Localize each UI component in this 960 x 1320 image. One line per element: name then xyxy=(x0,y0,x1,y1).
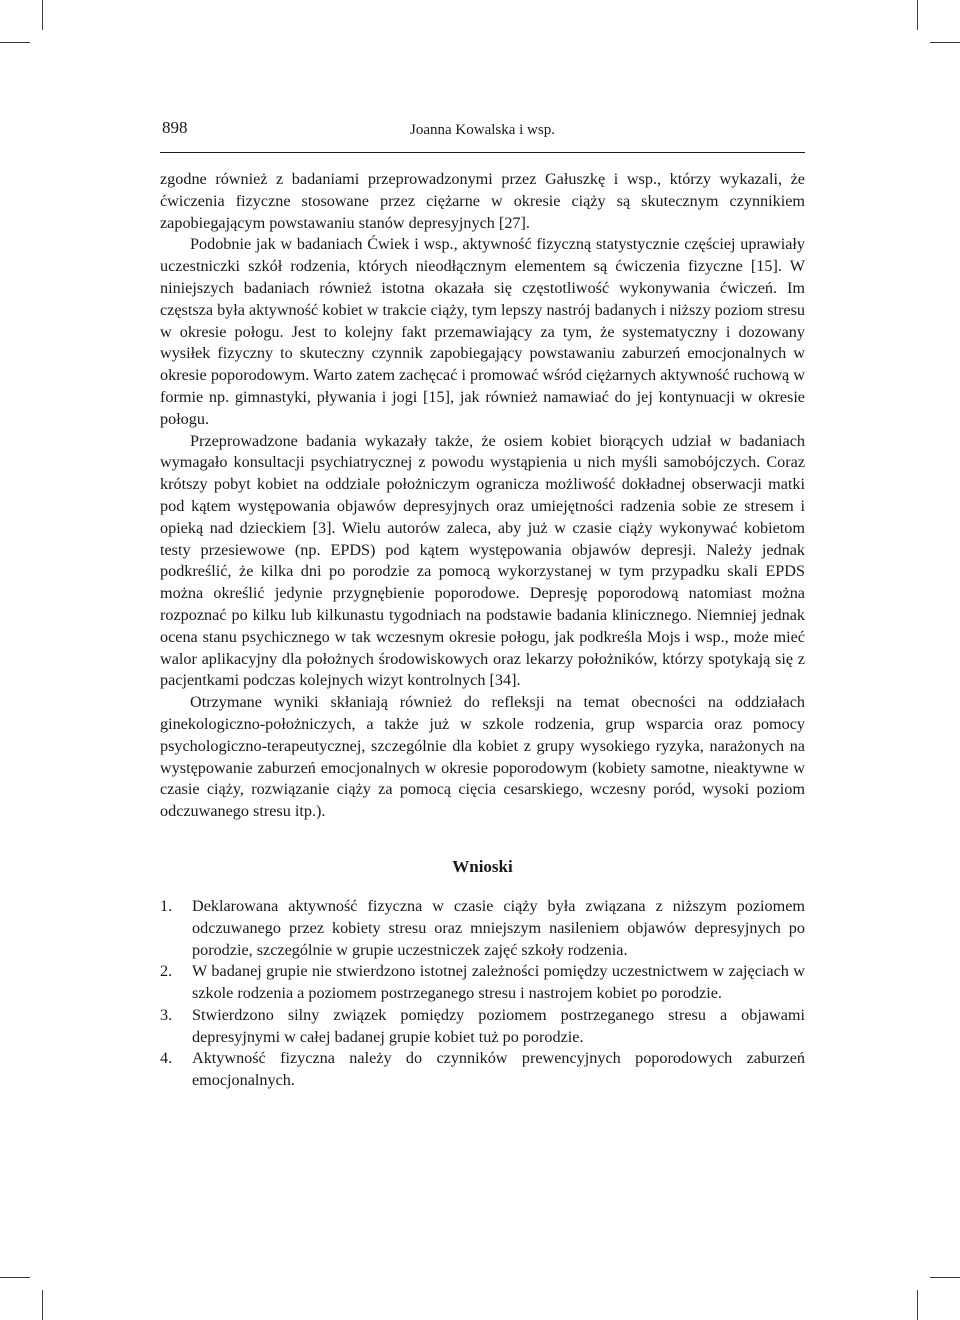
paragraph: Podobnie jak w badaniach Ćwiek i wsp., aktywność fizyczną statystycznie częściej uprawiały uczestniczki szkół rodzenia, których nieodłącznym elementem są ćwiczenia fizyczne [15]. W niniejszych badaniach również istotna okazała się częstotliwość wykonywania ćwiczeń. Im częstsza była aktywność kobiet w trakcie ciąży, tym lepszy nastrój badanych i niższy poziom stresu w okresie połogu. Jest to kolejny fakt przemawiający za tym, że systematyczny i dozowany wysiłek fizyczny to skuteczny czynnik zapobiegający powstawaniu zaburzeń emocjonalnych w okresie poporodowym. Warto zatem zachęcać i promować wśród ciężarnych aktywność ruchową w formie np. gimnastyki, pływania i jogi [15], jak również namawiać do jej kontynuacji w okresie połogu. xyxy=(160,235,805,428)
conclusion-number: 4. xyxy=(160,1049,173,1068)
page-number: 898 xyxy=(162,118,188,137)
header-rule xyxy=(160,152,805,153)
conclusion-item xyxy=(160,1048,805,1092)
conclusion-number: 3. xyxy=(160,1005,173,1024)
conclusion-text: Aktywność fizyczna należy do czynników prewencyjnych poporodowych zaburzeń emocjonalnych. xyxy=(192,1049,805,1090)
conclusion-number: 1. xyxy=(160,896,173,915)
crop-mark-top-left-h xyxy=(0,42,30,43)
crop-mark-top-left-v xyxy=(42,0,43,30)
conclusion-text: W badanej grupie nie stwierdzono istotnej zależności pomiędzy uczestnictwem w zajęciach w szkole rodzenia a poziomem postrzeganego stresu i nastrojem kobiet po porodzie. xyxy=(192,962,805,1003)
conclusion-text: Stwierdzono silny związek pomiędzy poziomem postrzeganego stresu a objawami depresyjnymi w całej badanej grupie kobiet tuż po porodzie. xyxy=(192,1005,805,1046)
conclusion-item xyxy=(160,961,805,1005)
conclusions-list xyxy=(160,896,805,1092)
section-title-wnioski: Wnioski xyxy=(452,856,513,876)
conclusion-number: 2. xyxy=(160,962,173,981)
crop-mark-top-right-v xyxy=(917,0,918,30)
paragraph-continued: zgodne również z badaniami przeprowadzonymi przez Gałuszkę i wsp., którzy wykazali, że ćwiczenia fizyczne stosowane przez ciężarne w okresie ciąży są skutecznym czynnikiem zapobiegającym powstawaniu stanów depresyjnych [27]. xyxy=(160,170,805,232)
paragraph: Otrzymane wyniki skłaniają również do refleksji na temat obecności na oddziałach ginekologiczno-położniczych, a także już w szkole rodzenia, grup wsparcia oraz pomocy psychologiczno-terapeutycznej, szczególnie dla kobiet z grupy wysokiego ryzyka, narażonych na występowanie zaburzeń emocjonalnych w okresie poporodowym (kobiety samotne, nieaktywne w czasie ciąży, rozwiązanie ciąży za pomocą cięcia cesarskiego, wczesny poród, wysoki poziom odczuwanego stresu itp.). xyxy=(160,693,805,821)
conclusion-text: Deklarowana aktywność fizyczna w czasie ciąży była związana z niższym poziomem odczuwanego przez kobiety stresu oraz mniejszym nasileniem objawów depresyjnych po porodzie, szczególnie w grupie uczestniczek zajęć szkoły rodzenia. xyxy=(192,896,805,959)
running-head: Joanna Kowalska i wsp. xyxy=(410,122,555,138)
crop-mark-bottom-left-h xyxy=(0,1277,30,1278)
page-header xyxy=(160,118,805,148)
page-body xyxy=(160,169,805,1092)
conclusion-item xyxy=(160,896,805,961)
conclusion-item xyxy=(160,1005,805,1049)
crop-mark-top-right-h xyxy=(930,42,960,43)
paragraph: Przeprowadzone badania wykazały także, że osiem kobiet biorących udział w badaniach wymagało konsultacji psychiatrycznej z powodu wystąpienia u nich myśli samobójczych. Coraz krótszy pobyt kobiet na oddziale położniczym ogranicza możliwość dokładnej obserwacji matki pod kątem występowania objawów depresyjnych oraz umiejętności radzenia sobie ze stresem i opieką nad dzieckiem [3]. Wielu autorów zaleca, aby już w czasie ciąży wykonywać kobietom testy przesiewowe (np. EPDS) pod kątem występowania objawów depresji. Należy jednak podkreślić, że kilka dni po porodzie za pomocą wykorzystanej w tym przypadku skali EPDS można określić jedynie przygnębienie poporodowe. Depresję poporodową natomiast można rozpoznać po kilku lub kilkunastu tygodniach na podstawie badania klinicznego. Niemniej jednak ocena stanu psychicznego w tak wczesnym okresie połogu, jak podkreśla Mojs i wsp., może mieć walor aplikacyjny dla położnych środowiskowych oraz lekarzy położników, którzy spotykają się z pacjentkami podczas kolejnych wizyt kontrolnych [34]. xyxy=(160,431,805,690)
crop-mark-bottom-left-v xyxy=(42,1290,43,1320)
crop-mark-bottom-right-v xyxy=(917,1290,918,1320)
crop-mark-bottom-right-h xyxy=(930,1277,960,1278)
